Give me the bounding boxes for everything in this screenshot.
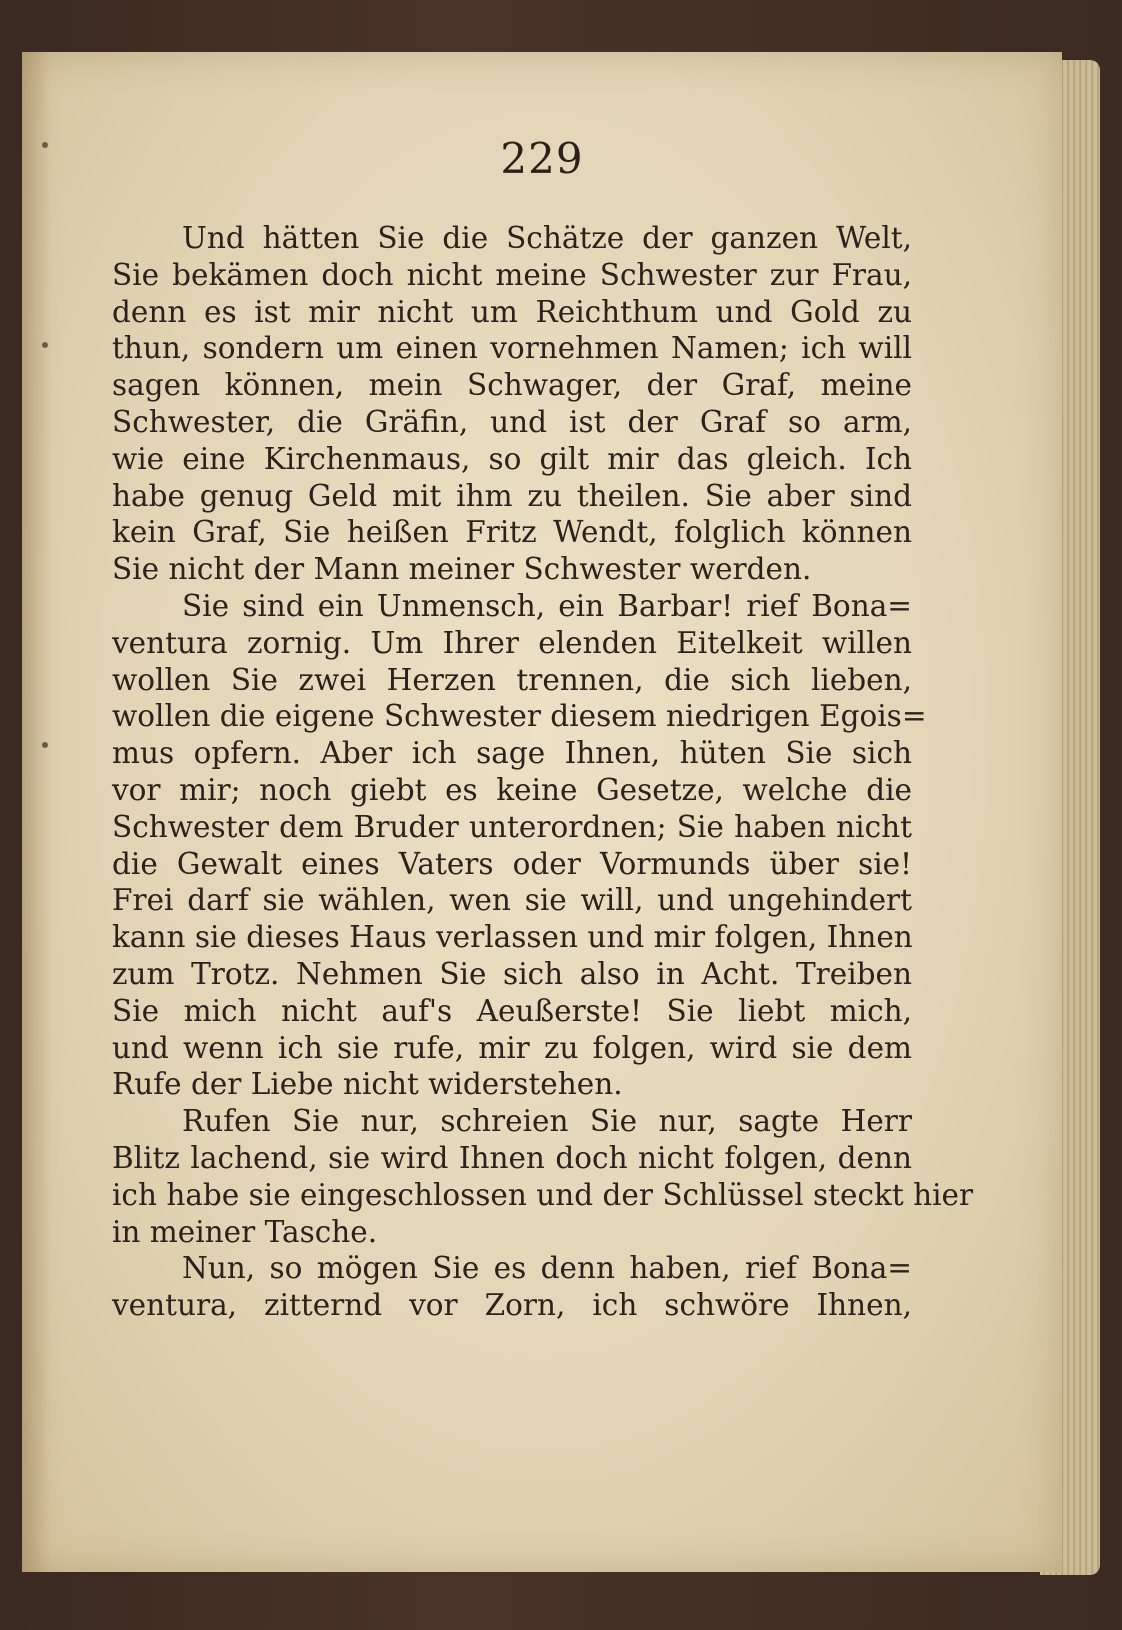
body-text [112,220,974,1324]
text-line: und wenn ich sie rufe, mir zu folgen, wird sie dem [112,1030,912,1065]
text-line: Blitz lachend, sie wird Ihnen doch nicht folgen, denn [112,1140,912,1175]
text-line: Nun, so mögen Sie es denn haben, rief Bona= [182,1251,912,1286]
text-line: Rufen Sie nur, schreien Sie nur, sagte Herr [182,1104,912,1139]
text-line: Schwester dem Bruder unterordnen; Sie haben nicht [112,809,912,844]
binding-mark [42,742,48,748]
text-line: thun, sondern um einen vornehmen Namen; ich will [112,331,912,366]
text-line: Schwester, die Gräfin, und ist der Graf so arm, [112,404,912,439]
text-line: mus opfern. Aber ich sage Ihnen, hüten Sie sich [112,736,912,771]
text-line: Sie bekämen doch nicht meine Schwester zur Frau, [112,257,912,292]
text-line: ventura, zitternd vor Zorn, ich schwöre Ihnen, [112,1288,912,1323]
text-line: vor mir; noch giebt es keine Gesetze, welche die [112,772,912,807]
text-line: wollen die eigene Schwester diesem niedrigen Egois= [112,699,927,734]
binding-mark [42,342,48,348]
text-line: Sie mich nicht auf's Aeußerste! Sie liebt mich, [112,993,912,1028]
book-page [22,52,1062,1572]
page-gutter [22,52,52,1572]
text-line: die Gewalt eines Vaters oder Vormunds über sie! [112,846,912,881]
text-line: Und hätten Sie die Schätze der ganzen Welt, [182,221,912,255]
text-line: Sie sind ein Unmensch, ein Barbar! rief Bona= [182,588,912,623]
text-line: sagen können, mein Schwager, der Graf, meine [112,368,912,403]
text-line: ich habe sie eingeschlossen und der Schlüssel steckt hier [112,1177,974,1212]
text-line: Rufe der Liebe nicht widerstehen. [112,1067,623,1102]
text-line: wie eine Kirchenmaus, so gilt mir das gleich. Ich [112,441,912,476]
text-line: kein Graf, Sie heißen Fritz Wendt, folglich können [112,515,912,550]
text-line: denn es ist mir nicht um Reichthum und Gold zu [112,294,912,329]
text-line: zum Trotz. Nehmen Sie sich also in Acht. Treiben [112,956,912,991]
text-line: wollen Sie zwei Herzen trennen, die sich lieben, [112,662,912,697]
text-line: habe genug Geld mit ihm zu theilen. Sie aber sind [112,478,912,513]
text-line: Sie nicht der Mann meiner Schwester werden. [112,552,812,587]
text-line: ventura zornig. Um Ihrer elenden Eitelkeit willen [112,625,912,660]
text-line: in meiner Tasche. [112,1214,378,1249]
text-line: Frei darf sie wählen, wen sie will, und ungehindert [112,883,912,918]
page-number: 229 [500,134,584,183]
text-line: kann sie dieses Haus verlassen und mir folgen, Ihnen [112,920,913,955]
